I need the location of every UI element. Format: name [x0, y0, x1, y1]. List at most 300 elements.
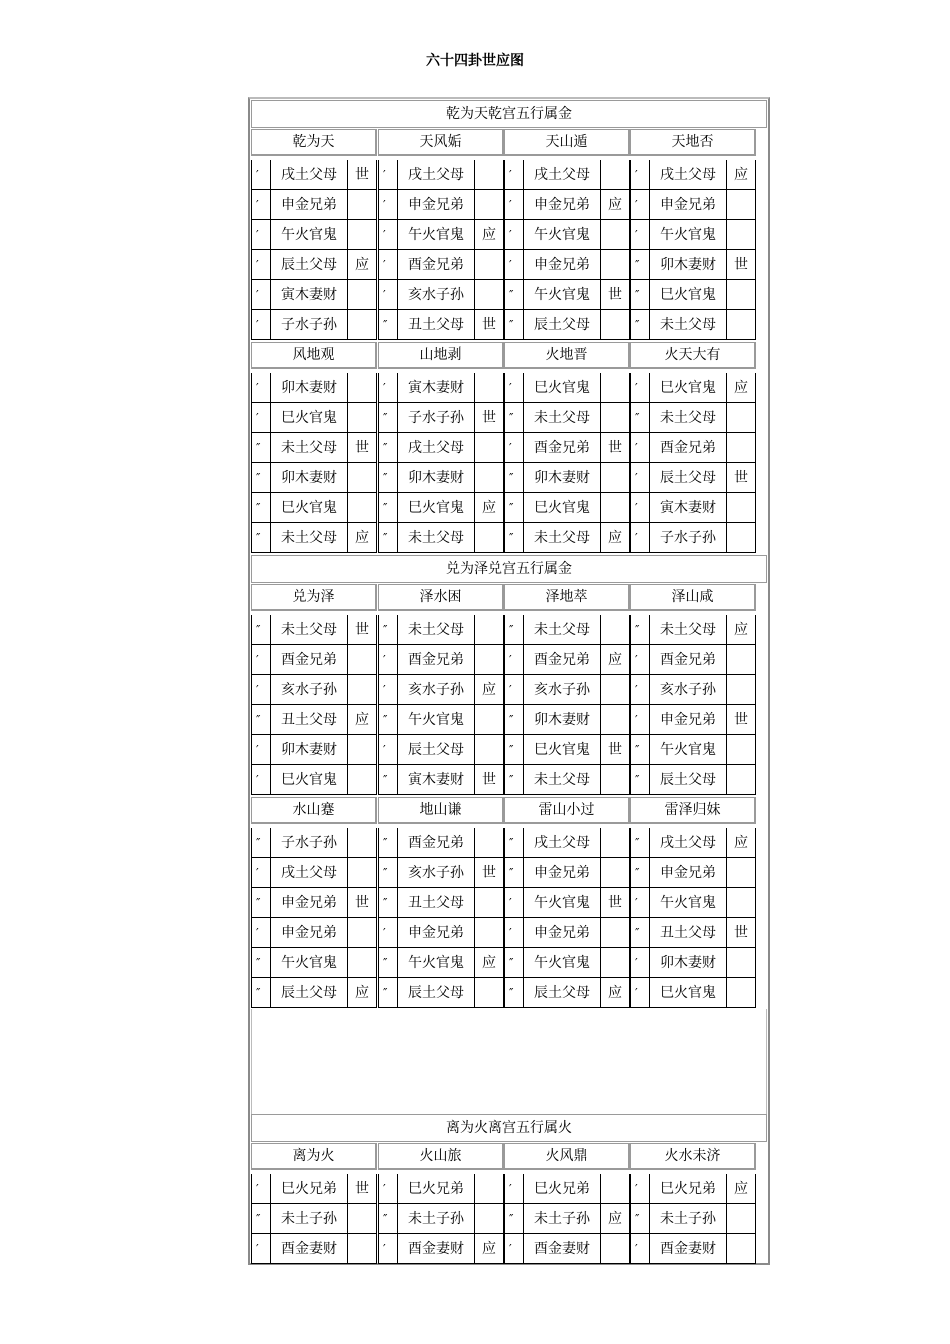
yin-yang-mark: ′	[630, 493, 649, 523]
yin-yang-mark: ″	[630, 828, 649, 858]
hexagram-line-row	[630, 280, 756, 310]
yin-yang-mark: ′	[251, 735, 270, 765]
hexagram-line-row	[378, 373, 504, 403]
yin-yang-mark: ″	[378, 888, 397, 918]
hexagram-name: 兑为泽	[251, 584, 377, 611]
hexagram-line-row	[630, 918, 756, 948]
line-label: 丑土父母	[649, 918, 726, 948]
shi-ying-mark: 世	[347, 888, 377, 918]
hexagram-line-row	[630, 735, 756, 765]
shi-ying-mark	[726, 765, 756, 795]
shi-ying-mark	[600, 675, 630, 705]
yin-yang-mark: ″	[630, 735, 649, 765]
line-label: 丑土父母	[270, 705, 347, 735]
hexagram-line-row	[630, 858, 756, 888]
shi-ying-mark	[347, 463, 377, 493]
shi-ying-mark: 世	[347, 1174, 377, 1204]
line-label: 酉金兄弟	[397, 828, 474, 858]
hexagram-line-row	[630, 403, 756, 433]
line-label: 酉金兄弟	[523, 433, 600, 463]
hexagram-line-row	[504, 735, 630, 765]
yin-yang-mark: ″	[504, 1204, 523, 1234]
shi-ying-mark	[726, 948, 756, 978]
yin-yang-mark: ″	[378, 463, 397, 493]
hexagram-line-row	[630, 190, 756, 220]
yin-yang-mark: ′	[630, 675, 649, 705]
line-label: 未土父母	[649, 310, 726, 340]
line-label: 戌土父母	[523, 828, 600, 858]
shi-ying-mark: 世	[347, 433, 377, 463]
line-label: 辰土父母	[397, 978, 474, 1008]
line-label: 午火官鬼	[270, 220, 347, 250]
shi-ying-mark: 应	[474, 675, 504, 705]
line-label: 巳火官鬼	[649, 280, 726, 310]
hexagram-name: 水山蹇	[251, 797, 377, 824]
yin-yang-mark: ′	[504, 220, 523, 250]
line-label: 亥水子孙	[270, 675, 347, 705]
yin-yang-mark: ′	[504, 918, 523, 948]
line-label: 寅木妻财	[270, 280, 347, 310]
shi-ying-mark	[600, 160, 630, 190]
yin-yang-mark: ′	[251, 220, 270, 250]
yin-yang-mark: ″	[251, 948, 270, 978]
shi-ying-mark	[474, 523, 504, 553]
shi-ying-mark	[726, 190, 756, 220]
hexagram-line-row	[251, 735, 377, 765]
line-label: 酉金兄弟	[397, 250, 474, 280]
line-label: 戌土父母	[649, 828, 726, 858]
line-label: 辰土父母	[649, 765, 726, 795]
hexagram-line-row	[251, 160, 377, 190]
line-label: 酉金兄弟	[649, 433, 726, 463]
shi-ying-mark	[726, 1234, 756, 1264]
hexagram-line-row	[251, 463, 377, 493]
yin-yang-mark: ′	[504, 1234, 523, 1264]
shi-ying-mark: 世	[726, 918, 756, 948]
line-label: 未土父母	[270, 523, 347, 553]
shi-ying-mark	[600, 220, 630, 250]
yin-yang-mark: ′	[378, 373, 397, 403]
shi-ying-mark	[474, 373, 504, 403]
hexagram-line-row	[630, 765, 756, 795]
yin-yang-mark: ″	[251, 888, 270, 918]
line-label: 未土子孙	[270, 1204, 347, 1234]
line-label: 未土子孙	[523, 1204, 600, 1234]
shi-ying-mark	[347, 765, 377, 795]
line-label: 巳火兄弟	[397, 1174, 474, 1204]
shi-ying-mark: 应	[600, 978, 630, 1008]
yin-yang-mark: ″	[504, 493, 523, 523]
yin-yang-mark: ′	[504, 645, 523, 675]
line-label: 申金兄弟	[270, 190, 347, 220]
shi-ying-mark	[726, 735, 756, 765]
yin-yang-mark: ″	[378, 765, 397, 795]
hexagram-line-row	[378, 888, 504, 918]
hexagram-line-row	[630, 433, 756, 463]
yin-yang-mark: ′	[251, 310, 270, 340]
yin-yang-mark: ″	[378, 858, 397, 888]
yin-yang-mark: ′	[378, 280, 397, 310]
hexagram-line-row	[378, 493, 504, 523]
hexagram-line-row	[378, 160, 504, 190]
shi-ying-mark: 世	[726, 250, 756, 280]
yin-yang-mark: ′	[378, 675, 397, 705]
shi-ying-mark	[726, 403, 756, 433]
line-label: 午火官鬼	[523, 888, 600, 918]
hexagram-line-row	[630, 978, 756, 1008]
shi-ying-mark	[600, 373, 630, 403]
line-label: 卯木妻财	[649, 948, 726, 978]
hexagram-line-row	[251, 1234, 377, 1264]
yin-yang-mark: ″	[251, 1204, 270, 1234]
hexagram-line-row	[504, 310, 630, 340]
yin-yang-mark: ′	[378, 160, 397, 190]
hexagram-name: 火风鼎	[504, 1143, 630, 1170]
yin-yang-mark: ″	[630, 310, 649, 340]
line-label: 戌土父母	[397, 160, 474, 190]
shi-ying-mark	[600, 1174, 630, 1204]
hexagram-line-row	[251, 615, 377, 645]
hexagram-line-row	[251, 645, 377, 675]
shi-ying-mark	[347, 280, 377, 310]
shi-ying-mark: 应	[474, 220, 504, 250]
shi-ying-mark	[726, 523, 756, 553]
yin-yang-mark: ″	[630, 250, 649, 280]
shi-ying-mark	[347, 373, 377, 403]
yin-yang-mark: ″	[378, 615, 397, 645]
line-label: 亥水子孙	[523, 675, 600, 705]
shi-ying-mark	[474, 645, 504, 675]
yin-yang-mark: ″	[630, 858, 649, 888]
hexagram-line-row	[504, 433, 630, 463]
line-label: 申金兄弟	[523, 250, 600, 280]
shi-ying-mark	[600, 948, 630, 978]
line-label: 未土父母	[523, 523, 600, 553]
shi-ying-mark: 应	[474, 493, 504, 523]
yin-yang-mark: ″	[630, 918, 649, 948]
shi-ying-mark	[600, 828, 630, 858]
yin-yang-mark: ′	[378, 645, 397, 675]
line-label: 未土父母	[523, 403, 600, 433]
hexagram-line-row	[378, 220, 504, 250]
hexagram-line-row	[378, 1174, 504, 1204]
yin-yang-mark: ′	[630, 1174, 649, 1204]
shi-ying-mark: 世	[347, 160, 377, 190]
shi-ying-mark: 应	[347, 978, 377, 1008]
yin-yang-mark: ′	[630, 433, 649, 463]
shi-ying-mark	[347, 645, 377, 675]
line-label: 酉金妻财	[397, 1234, 474, 1264]
shi-ying-mark	[600, 918, 630, 948]
yin-yang-mark: ″	[504, 765, 523, 795]
yin-yang-mark: ′	[504, 373, 523, 403]
line-label: 子水子孙	[270, 310, 347, 340]
hexagram-line-row	[251, 918, 377, 948]
hexagram-line-row	[630, 310, 756, 340]
line-label: 酉金妻财	[523, 1234, 600, 1264]
shi-ying-mark	[726, 493, 756, 523]
line-label: 巳火官鬼	[523, 493, 600, 523]
yin-yang-mark: ″	[251, 433, 270, 463]
hexagram-name: 雷山小过	[504, 797, 630, 824]
hexagram-line-row	[504, 373, 630, 403]
shi-ying-mark	[600, 858, 630, 888]
yin-yang-mark: ″	[630, 403, 649, 433]
yin-yang-mark: ″	[504, 523, 523, 553]
yin-yang-mark: ′	[630, 373, 649, 403]
yin-yang-mark: ″	[504, 858, 523, 888]
line-label: 亥水子孙	[397, 858, 474, 888]
hexagram-line-row	[378, 705, 504, 735]
yin-yang-mark: ′	[251, 160, 270, 190]
yin-yang-mark: ′	[504, 190, 523, 220]
yin-yang-mark: ′	[251, 1234, 270, 1264]
yin-yang-mark: ′	[378, 918, 397, 948]
line-label: 午火官鬼	[523, 220, 600, 250]
hexagram-line-row	[378, 280, 504, 310]
yin-yang-mark: ″	[504, 280, 523, 310]
line-label: 申金兄弟	[270, 918, 347, 948]
line-label: 申金兄弟	[397, 918, 474, 948]
line-label: 亥水子孙	[397, 280, 474, 310]
hexagram-name: 火山旅	[378, 1143, 504, 1170]
yin-yang-mark: ′	[504, 160, 523, 190]
shi-ying-mark	[347, 1204, 377, 1234]
hexagram-line-row	[251, 978, 377, 1008]
line-label: 未土父母	[649, 615, 726, 645]
hexagram-line-row	[378, 1204, 504, 1234]
shi-ying-mark	[347, 190, 377, 220]
hexagram-line-row	[630, 888, 756, 918]
yin-yang-mark: ″	[251, 523, 270, 553]
hexagram-line-row	[504, 888, 630, 918]
yin-yang-mark: ′	[378, 190, 397, 220]
palace-header: 兑为泽兑宫五行属金	[251, 555, 767, 583]
yin-yang-mark: ″	[378, 705, 397, 735]
hexagram-line-row	[378, 403, 504, 433]
yin-yang-mark: ′	[251, 1174, 270, 1204]
hexagram-line-row	[378, 433, 504, 463]
shi-ying-mark	[726, 220, 756, 250]
line-label: 未土父母	[270, 433, 347, 463]
line-label: 寅木妻财	[397, 765, 474, 795]
line-label: 巳火兄弟	[523, 1174, 600, 1204]
line-label: 午火官鬼	[649, 888, 726, 918]
yin-yang-mark: ′	[504, 888, 523, 918]
shi-ying-mark: 应	[600, 190, 630, 220]
line-label: 未土父母	[523, 765, 600, 795]
shi-ying-mark: 应	[347, 523, 377, 553]
hexagram-line-row	[251, 433, 377, 463]
hexagram-line-row	[630, 1174, 756, 1204]
hexagram-name: 风地观	[251, 342, 377, 369]
line-label: 卯木妻财	[270, 463, 347, 493]
hexagram-line-row	[504, 705, 630, 735]
yin-yang-mark: ′	[504, 250, 523, 280]
line-label: 申金兄弟	[523, 858, 600, 888]
shi-ying-mark	[726, 675, 756, 705]
line-label: 卯木妻财	[523, 463, 600, 493]
hexagram-line-row	[504, 645, 630, 675]
hexagram-line-row	[630, 373, 756, 403]
line-label: 午火官鬼	[270, 948, 347, 978]
hexagram-line-row	[251, 493, 377, 523]
line-label: 子水子孙	[270, 828, 347, 858]
yin-yang-mark: ′	[630, 160, 649, 190]
shi-ying-mark	[347, 948, 377, 978]
line-label: 申金兄弟	[523, 918, 600, 948]
shi-ying-mark	[600, 403, 630, 433]
hexagram-line-row	[378, 250, 504, 280]
hexagram-line-row	[251, 220, 377, 250]
line-label: 未土父母	[270, 615, 347, 645]
shi-ying-mark	[347, 828, 377, 858]
shi-ying-mark: 世	[474, 403, 504, 433]
hexagram-name: 乾为天	[251, 129, 377, 156]
yin-yang-mark: ′	[251, 765, 270, 795]
hexagram-line-row	[504, 858, 630, 888]
hexagram-line-row	[630, 1204, 756, 1234]
shi-ying-mark: 世	[347, 615, 377, 645]
hexagram-name: 离为火	[251, 1143, 377, 1170]
yin-yang-mark: ′	[630, 888, 649, 918]
yin-yang-mark: ′	[378, 1234, 397, 1264]
shi-ying-mark: 应	[347, 250, 377, 280]
hexagram-line-row	[504, 615, 630, 645]
line-label: 寅木妻财	[649, 493, 726, 523]
hexagram-name: 火天大有	[630, 342, 756, 369]
hexagram-line-row	[504, 403, 630, 433]
shi-ying-mark	[600, 310, 630, 340]
line-label: 戌土父母	[523, 160, 600, 190]
hexagram-line-row	[378, 918, 504, 948]
shi-ying-mark: 世	[600, 888, 630, 918]
hexagram-line-row	[630, 220, 756, 250]
hexagram-line-row	[378, 310, 504, 340]
shi-ying-mark	[600, 250, 630, 280]
line-label: 辰土父母	[397, 735, 474, 765]
line-label: 午火官鬼	[649, 220, 726, 250]
yin-yang-mark: ′	[251, 403, 270, 433]
hexagram-line-row	[630, 675, 756, 705]
hexagram-line-row	[251, 403, 377, 433]
hexagram-line-row	[251, 190, 377, 220]
line-label: 辰土父母	[523, 978, 600, 1008]
line-label: 午火官鬼	[523, 280, 600, 310]
line-label: 戌土父母	[270, 160, 347, 190]
shi-ying-mark: 应	[347, 705, 377, 735]
hexagram-line-row	[251, 948, 377, 978]
blank-gap	[251, 1009, 767, 1126]
shi-ying-mark	[347, 858, 377, 888]
yin-yang-mark: ″	[504, 403, 523, 433]
hexagram-line-row	[630, 705, 756, 735]
shi-ying-mark: 应	[474, 1234, 504, 1264]
line-label: 辰土父母	[523, 310, 600, 340]
shi-ying-mark	[347, 493, 377, 523]
yin-yang-mark: ″	[504, 735, 523, 765]
hexagram-line-row	[504, 190, 630, 220]
hexagram-line-row	[378, 523, 504, 553]
shi-ying-mark	[600, 1234, 630, 1264]
shi-ying-mark	[347, 310, 377, 340]
hexagram-line-row	[504, 523, 630, 553]
line-label: 卯木妻财	[270, 373, 347, 403]
hexagram-line-row	[251, 858, 377, 888]
line-label: 酉金兄弟	[523, 645, 600, 675]
hexagram-name: 地山谦	[378, 797, 504, 824]
yin-yang-mark: ″	[504, 948, 523, 978]
shi-ying-mark: 世	[474, 310, 504, 340]
yin-yang-mark: ′	[504, 675, 523, 705]
shi-ying-mark: 世	[600, 280, 630, 310]
line-label: 酉金妻财	[649, 1234, 726, 1264]
hexagram-line-row	[378, 645, 504, 675]
yin-yang-mark: ″	[630, 615, 649, 645]
palace-header: 离为火离宫五行属火	[251, 1114, 767, 1142]
shi-ying-mark: 世	[726, 463, 756, 493]
yin-yang-mark: ′	[630, 523, 649, 553]
yin-yang-mark: ′	[378, 250, 397, 280]
shi-ying-mark: 应	[726, 373, 756, 403]
shi-ying-mark: 世	[474, 858, 504, 888]
yin-yang-mark: ′	[251, 280, 270, 310]
line-label: 酉金兄弟	[270, 645, 347, 675]
hexagram-line-row	[378, 1234, 504, 1264]
hexagram-line-row	[630, 493, 756, 523]
shi-ying-mark	[726, 978, 756, 1008]
hexagram-line-row	[630, 828, 756, 858]
hexagram-line-row	[251, 280, 377, 310]
hexagram-line-row	[504, 1204, 630, 1234]
hexagram-line-row	[251, 523, 377, 553]
line-label: 午火官鬼	[397, 948, 474, 978]
shi-ying-mark	[726, 858, 756, 888]
shi-ying-mark	[474, 280, 504, 310]
hexagram-name: 泽地萃	[504, 584, 630, 611]
shi-ying-mark: 应	[474, 948, 504, 978]
hexagram-line-row	[251, 250, 377, 280]
line-label: 丑土父母	[397, 310, 474, 340]
yin-yang-mark: ″	[378, 1204, 397, 1234]
yin-yang-mark: ′	[630, 190, 649, 220]
hexagram-line-row	[504, 765, 630, 795]
yin-yang-mark: ″	[251, 493, 270, 523]
shi-ying-mark	[726, 645, 756, 675]
hexagram-line-row	[504, 493, 630, 523]
line-label: 亥水子孙	[649, 675, 726, 705]
line-label: 巳火官鬼	[523, 735, 600, 765]
shi-ying-mark: 世	[474, 765, 504, 795]
yin-yang-mark: ′	[630, 220, 649, 250]
line-label: 子水子孙	[649, 523, 726, 553]
hexagram-name: 泽水困	[378, 584, 504, 611]
hexagram-line-row	[504, 280, 630, 310]
shi-ying-mark	[474, 250, 504, 280]
hexagram-line-row	[378, 735, 504, 765]
yin-yang-mark: ″	[378, 310, 397, 340]
line-label: 酉金兄弟	[397, 645, 474, 675]
shi-ying-mark	[474, 190, 504, 220]
hexagram-line-row	[378, 463, 504, 493]
line-label: 巳火官鬼	[270, 403, 347, 433]
line-label: 申金兄弟	[649, 705, 726, 735]
hexagram-name: 天风姤	[378, 129, 504, 156]
line-label: 巳火官鬼	[523, 373, 600, 403]
hexagram-line-row	[378, 978, 504, 1008]
hexagram-line-row	[378, 858, 504, 888]
shi-ying-mark: 应	[600, 1204, 630, 1234]
